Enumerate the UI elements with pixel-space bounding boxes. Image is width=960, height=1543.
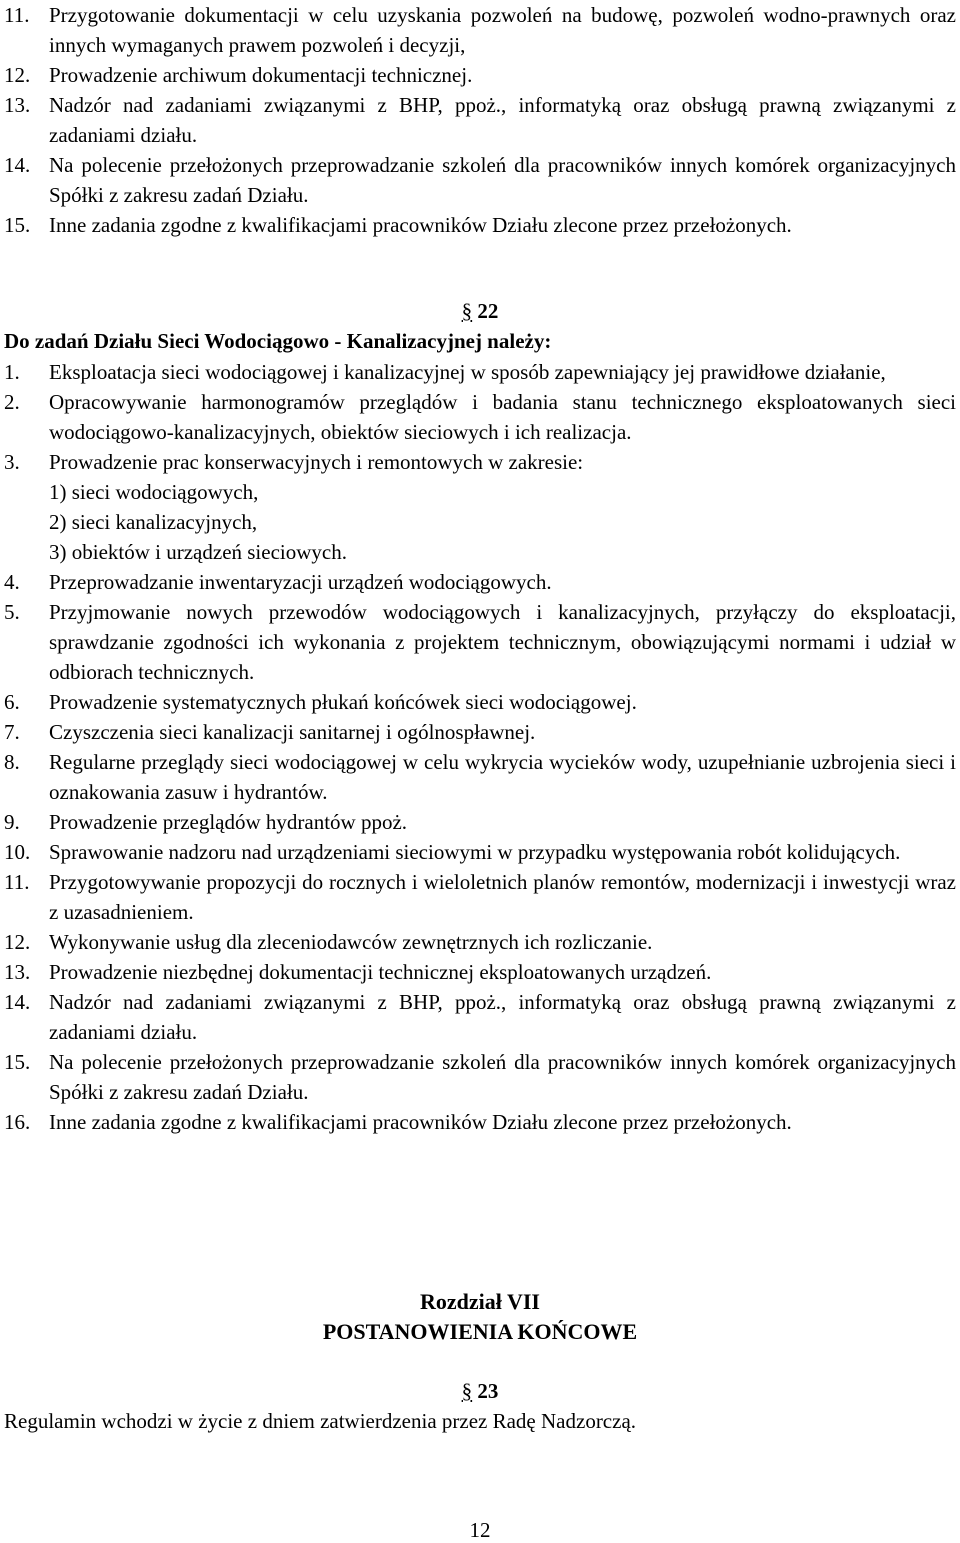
item-number: 4. — [4, 570, 20, 594]
duties-list-continued — [0, 0, 960, 240]
sub-item: 3) obiektów i urządzeń sieciowych. — [49, 540, 347, 564]
list-item — [0, 357, 960, 387]
list-item — [0, 927, 960, 957]
item-number: 3. — [4, 450, 20, 474]
item-text: Na polecenie przełożonych przeprowadzanie szkoleń dla pracowników innych komórek organizacyjnych Spółki z zakresu zadań Działu. — [49, 153, 956, 207]
item-number: 12. — [4, 63, 31, 87]
section-number: 23 — [477, 1379, 499, 1403]
list-item — [0, 0, 960, 60]
item-text: Opracowywanie harmonogramów przeglądów i badania stanu technicznego eksploatowanych sieci wodociągowo-kanalizacyjnych, obiektów sieciowych i ich realizacja. — [49, 390, 956, 444]
item-number: 11. — [4, 870, 30, 894]
item-number: 16. — [4, 1110, 31, 1134]
sub-item: 1) sieci wodociągowych, — [49, 480, 259, 504]
list-item — [0, 447, 960, 477]
item-text: Prowadzenie archiwum dokumentacji technicznej. — [49, 63, 473, 87]
item-number: 9. — [4, 810, 20, 834]
item-text: Przyjmowanie nowych przewodów wodociągowych i kanalizacyjnych, przyłączy do eksploatacji, sprawdzanie zgodności ich wykonania z projektem technicznym, obowiązującymi normami i udział w odbiorach technicznych. — [49, 600, 956, 684]
item-text: Nadzór nad zadaniami związanymi z BHP, ppoż., informatyką oraz obsługą prawną związanymi z zadaniami działu. — [49, 990, 956, 1044]
item-number: 8. — [4, 750, 20, 774]
list-item — [0, 687, 960, 717]
item-text: Inne zadania zgodne z kwalifikacjami pracowników Działu zlecone przez przełożonych. — [49, 213, 792, 237]
item-number: 2. — [4, 390, 20, 414]
item-text: Wykonywanie usług dla zleceniodawców zewnętrznych ich rozliczanie. — [49, 930, 653, 954]
list-item — [0, 1047, 960, 1107]
item-text: Eksploatacja sieci wodociągowej i kanalizacyjnej w sposób zapewniający jej prawidłowe działanie, — [49, 360, 886, 384]
section-23-marker — [0, 1376, 960, 1406]
item-number: 6. — [4, 690, 20, 714]
item-number: 15. — [4, 213, 31, 237]
list-item — [0, 387, 960, 447]
sub-item: 2) sieci kanalizacyjnych, — [49, 510, 258, 534]
list-item — [0, 1107, 960, 1137]
chapter-title: Rozdział VII — [420, 1289, 540, 1314]
item-text: Inne zadania zgodne z kwalifikacjami pracowników Działu zlecone przez przełożonych. — [49, 1110, 792, 1134]
item-text: Nadzór nad zadaniami związanymi z BHP, ppoż., informatyką oraz obsługą prawną związanymi z zadaniami działu. — [49, 93, 956, 147]
item-text: Regularne przeglądy sieci wodociągowej w celu wykrycia wycieków wody, uzupełnianie uzbrojenia sieci i oznakowania zasuw i hydrantów. — [49, 750, 956, 804]
item-text: Prowadzenie przeglądów hydrantów ppoż. — [49, 810, 408, 834]
list-item — [0, 987, 960, 1047]
item-number: 5. — [4, 600, 20, 624]
item-text: Przygotowywanie propozycji do rocznych i wieloletnich planów remontów, modernizacji i inwestycji wraz z uzasadnieniem. — [49, 870, 956, 924]
item-number: 15. — [4, 1050, 31, 1074]
section-sign: § — [461, 299, 473, 323]
item-text: Prowadzenie systematycznych płukań końcówek sieci wodociągowej. — [49, 690, 637, 714]
list-item — [0, 807, 960, 837]
chapter-subtitle: POSTANOWIENIA KOŃCOWE — [322, 1319, 638, 1344]
network-dept-duties-list — [0, 357, 960, 1137]
item-text: Na polecenie przełożonych przeprowadzanie szkoleń dla pracowników innych komórek organizacyjnych Spółki z zakresu zadań Działu. — [49, 1050, 956, 1104]
list-item — [0, 837, 960, 867]
item-number: 14. — [4, 990, 31, 1014]
item-text: Przygotowanie dokumentacji w celu uzyskania pozwoleń na budowę, pozwoleń wodno-prawnych oraz innych wymaganych prawem pozwoleń i decyzji, — [49, 3, 956, 57]
item-text: Czyszczenia sieci kanalizacji sanitarnej i ogólnospławnej. — [49, 720, 536, 744]
list-item — [0, 717, 960, 747]
list-item — [0, 597, 960, 687]
list-item — [0, 567, 960, 597]
list-item — [0, 867, 960, 927]
item-number: 10. — [4, 840, 31, 864]
item-number: 14. — [4, 153, 31, 177]
section-number: 22 — [477, 299, 499, 323]
item-number: 11. — [4, 3, 30, 27]
item-number: 12. — [4, 930, 31, 954]
section-sign: § — [461, 1379, 473, 1403]
list-item — [0, 747, 960, 807]
item-number: 1. — [4, 360, 20, 384]
list-item — [0, 150, 960, 210]
list-item — [0, 957, 960, 987]
item-text: Sprawowanie nadzoru nad urządzeniami sieciowymi w przypadku występowania robót kolidujących. — [49, 840, 901, 864]
item-number: 7. — [4, 720, 20, 744]
final-provision: Regulamin wchodzi w życie z dniem zatwierdzenia przez Radę Nadzorczą. — [4, 1409, 637, 1433]
item-text: Prowadzenie niezbędnej dokumentacji technicznej eksploatowanych urządzeń. — [49, 960, 712, 984]
section-22-heading: Do zadań Działu Sieci Wodociągowo - Kanalizacyjnej należy: — [4, 329, 552, 353]
item-number: 13. — [4, 93, 31, 117]
section-22-marker — [0, 296, 960, 326]
list-item — [0, 60, 960, 90]
item-number: 13. — [4, 960, 31, 984]
page-number: 12 — [469, 1518, 491, 1542]
item-text: Przeprowadzanie inwentaryzacji urządzeń wodociągowych. — [49, 570, 552, 594]
item-text: Prowadzenie prac konserwacyjnych i remontowych w zakresie: — [49, 450, 584, 474]
list-item — [0, 210, 960, 240]
list-item — [0, 90, 960, 150]
